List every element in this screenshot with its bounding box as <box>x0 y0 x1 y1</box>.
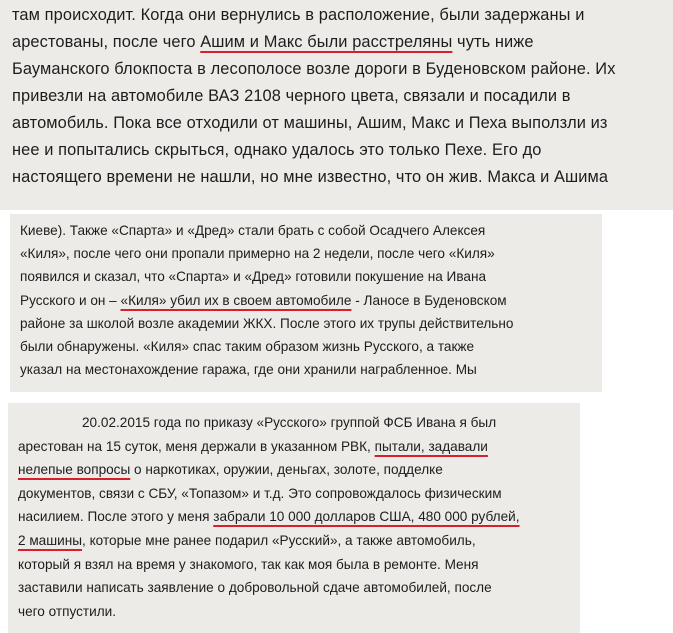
document-fragment-1 <box>0 0 673 210</box>
text-line: арестованы, после чего Ашим и Макс были расстреляны чуть ниже <box>12 33 534 51</box>
text-line: «Киля», после чего они пропали примерно на 2 недели, после чего «Киля» <box>20 246 495 262</box>
text-line: нелепые вопросы о наркотиках, оружии, деньгах, золоте, подделке <box>18 462 443 478</box>
text-line: Бауманского блокпоста в лесополосе возле дороги в Буденовском районе. Их <box>12 60 616 78</box>
text-line: там происходит. Когда они вернулись в расположение, были задержаны и <box>12 6 585 24</box>
text-line: Киеве). Также «Спарта» и «Дред» стали брать с собой Осадчего Алексея <box>20 223 486 238</box>
text-line: заставили написать заявление о добровольной сдаче автомобилей, после <box>18 580 492 596</box>
text-line: 2 машины, которые мне ранее подарил «Русский», а также автомобиль, <box>18 532 476 548</box>
underlined-phrase: Ашим и Макс были расстреляны <box>200 33 453 51</box>
text-line: настоящего времени не нашли, но мне известно, что он жив. Макса и Ашима <box>12 168 609 186</box>
underlined-phrase: «Киля» убил их в своем автомобиле <box>120 292 352 308</box>
text-line: были обнаружены. «Киля» спас таким образом жизнь Русского, а также <box>20 339 475 355</box>
text-line: который я взял на время у знакомого, так как моя была в ремонте. Меня <box>18 556 479 572</box>
text-line: автомобиль. Пока все отходили от машины, Ашим, Макс и Пеха выползли из <box>12 114 608 132</box>
text-line: документов, связи с СБУ, «Топазом» и т.д. Это сопровождалось физическим <box>18 485 502 501</box>
underlined-phrase: нелепые вопросы <box>18 462 131 478</box>
text-line: Русского и он – «Киля» убил их в своем автомобиле - Ланосе в Буденовском <box>20 292 507 308</box>
underlined-phrase: пытали, задавали <box>374 438 488 454</box>
text-line: нее и попытались скрыться, однако удалось это только Пехе. Его до <box>12 141 542 159</box>
underlined-phrase: забрали 10 000 долларов США, 480 000 рублей, <box>213 509 520 525</box>
text-line: насилием. После этого у меня забрали 10 000 долларов США, 480 000 рублей, <box>18 509 520 525</box>
text-line: 20.02.2015 года по приказу «Русского» группой ФСБ Ивана я был <box>82 415 497 430</box>
underlined-phrase: 2 машины <box>18 532 83 548</box>
document-fragment-2 <box>10 214 602 392</box>
text-line: арестован на 15 суток, меня держали в указанном РВК, пытали, задавали <box>18 438 488 454</box>
text-line: появился и сказал, что «Спарта» и «Дред» готовили покушение на Ивана <box>20 269 487 285</box>
text-line: районе за школой возле академии ЖКХ. После этого их трупы действительно <box>20 315 514 331</box>
text-line: указал на местонахождение гаража, где они хранили награбленное. Мы <box>20 362 477 378</box>
document-fragment-3 <box>8 403 580 633</box>
text-line: привезли на автомобиле ВАЗ 2108 черного цвета, связали и посадили в <box>12 87 571 105</box>
text-line: чего отпустили. <box>18 603 117 619</box>
